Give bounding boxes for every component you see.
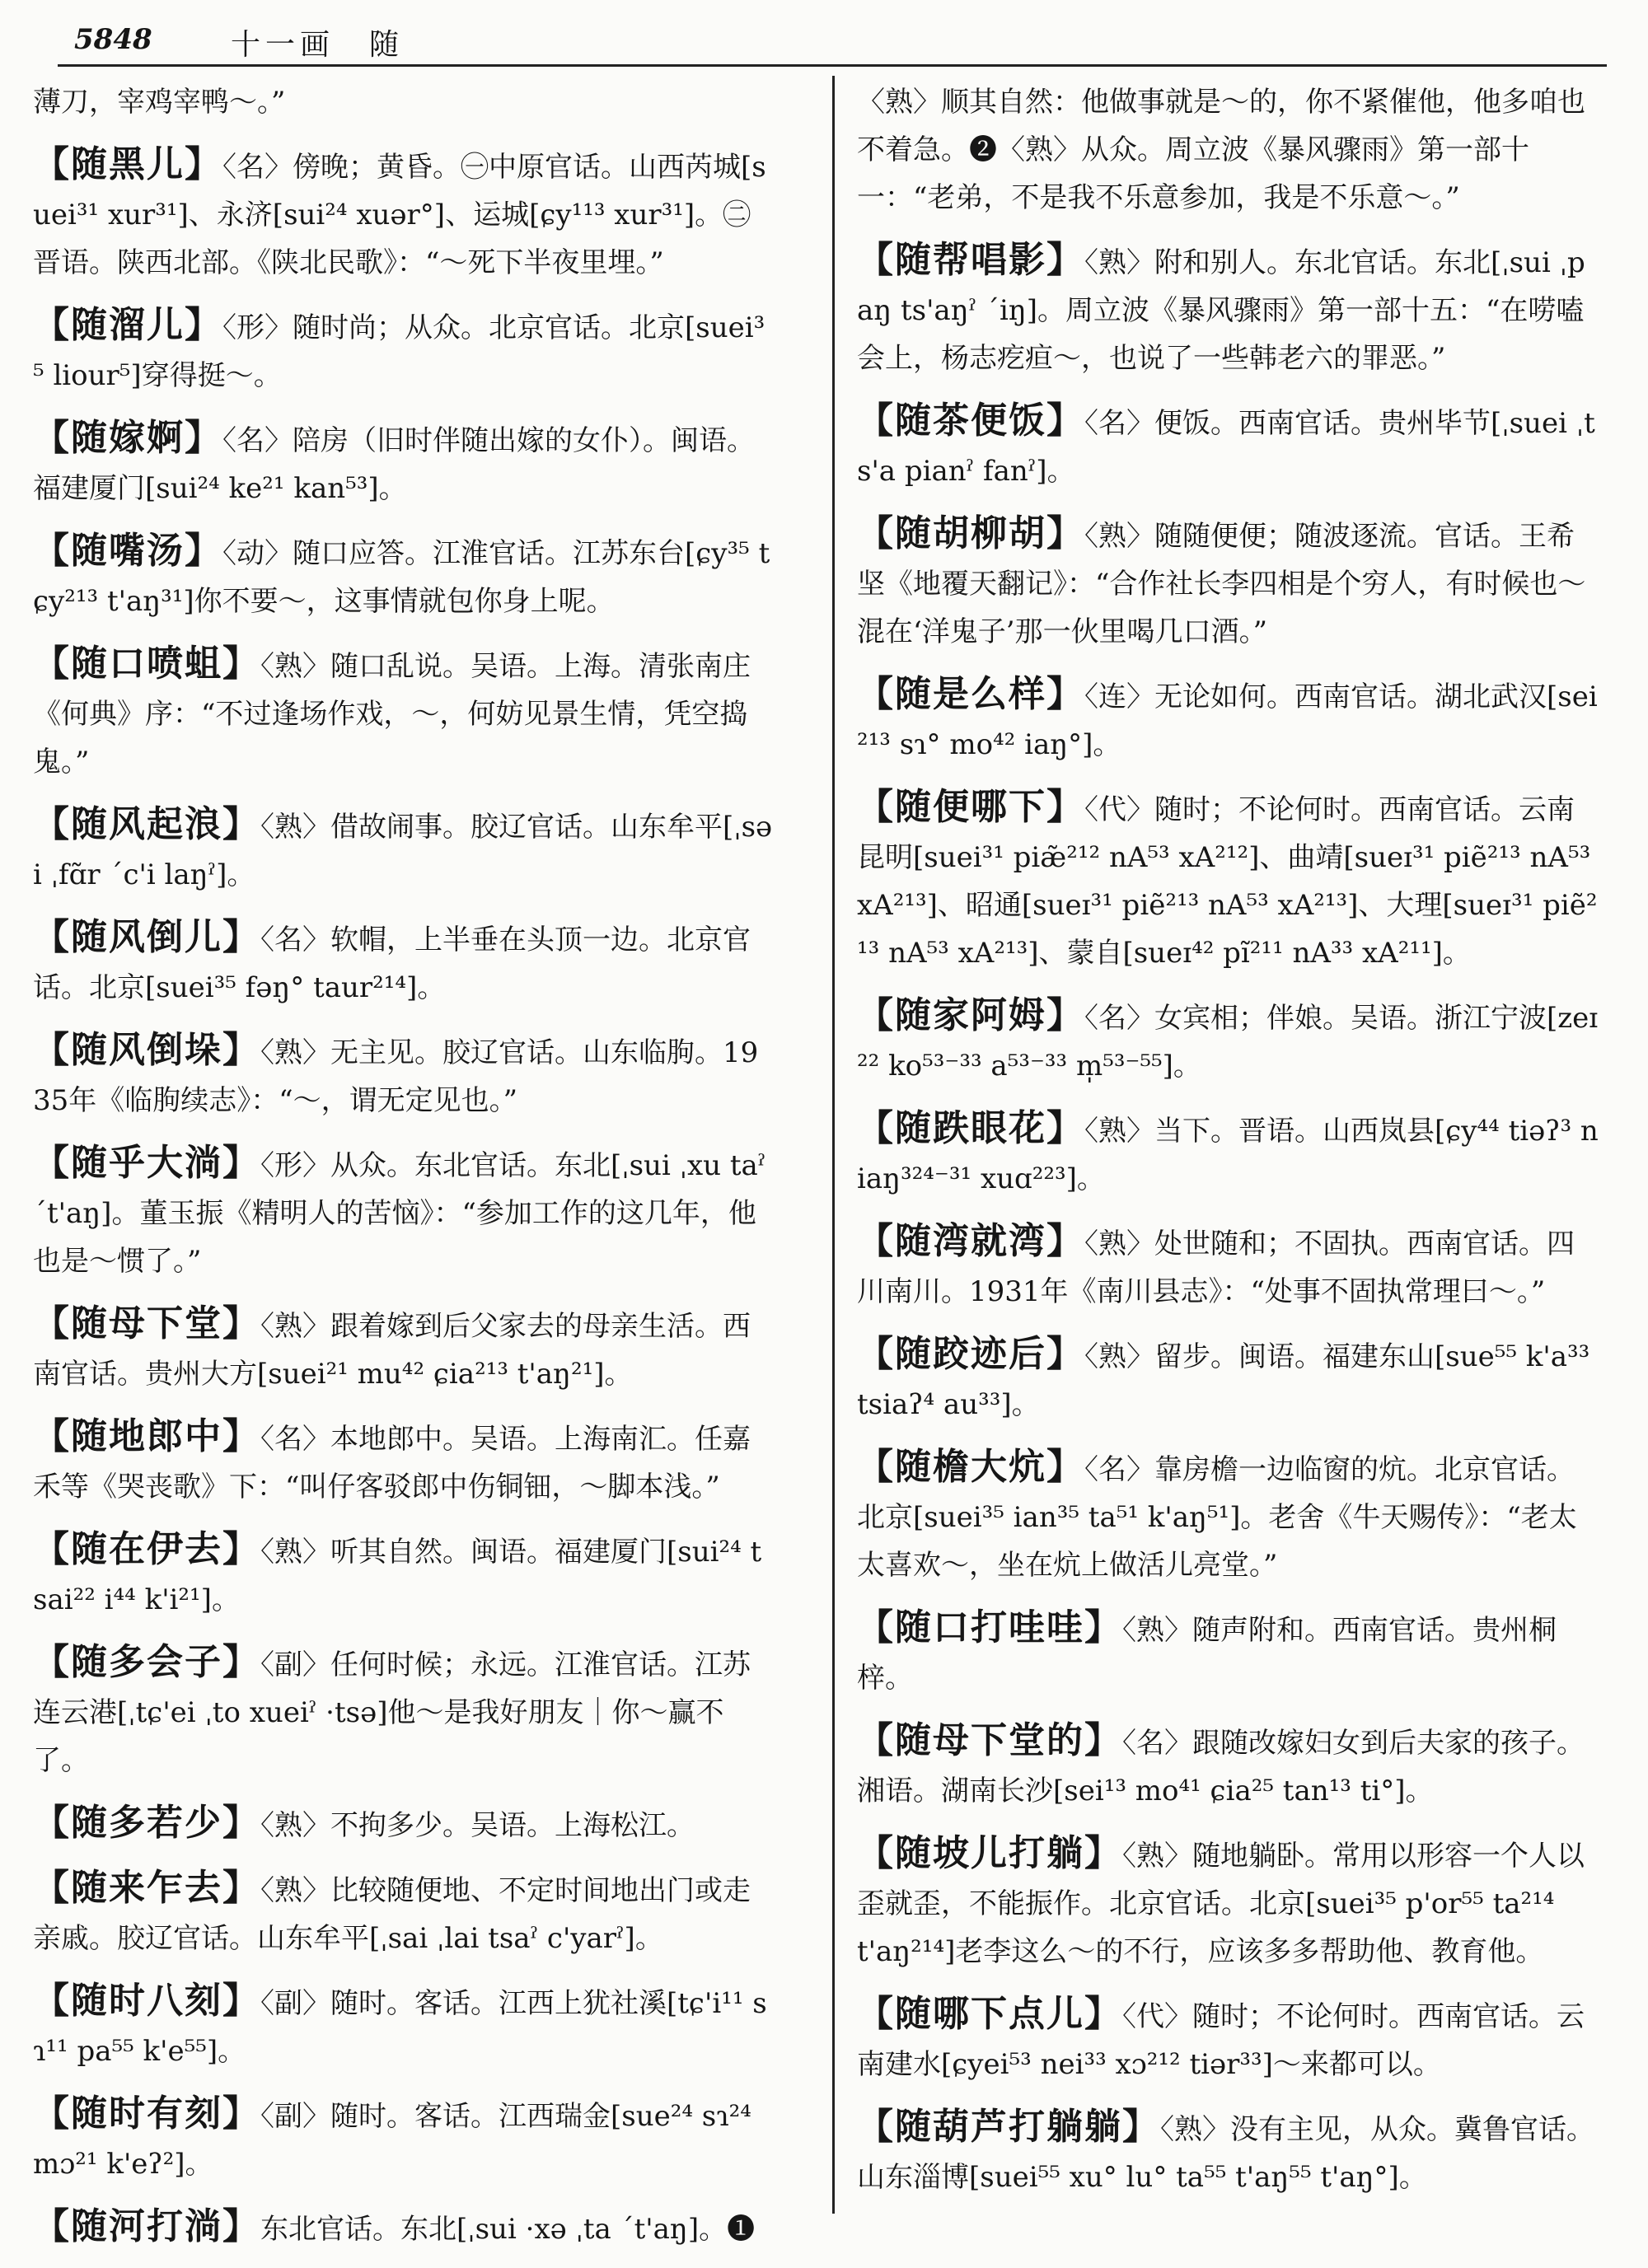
entry-headword: 【随坡儿打躺】 (857, 1832, 1122, 1874)
entry-definition: 〈熟〉随地躺卧。常用以形容一个人以歪就歪，不能振作。北京官话。北京[suei³⁵ p'or⁵⁵ ta²¹⁴ t'aŋ²¹⁴]老李这么～的不行，应该多多帮助他、教育他。 (857, 1840, 1585, 1968)
entry-headword: 【随葫芦打躺躺】 (857, 2106, 1160, 2148)
entry-headword: 【随口喷蛆】 (33, 643, 260, 685)
dictionary-entry (857, 236, 1599, 382)
page-header (58, 18, 1607, 67)
entry-headword: 【随嫁婀】 (33, 417, 222, 459)
entry-definition: 薄刀，宰鸡宰鸭～。” (33, 86, 286, 119)
entry-headword: 【随风倒儿】 (33, 916, 260, 958)
entry-definition: 〈熟〉留步。闽语。福建东山[sue⁵⁵ k'a³³ tsiaʔ⁴ au³³]。 (857, 1340, 1590, 1421)
entry-definition: 〈代〉随时；不论何时。西南官话。云南建水[ɕyei⁵³ nei³³ xɔ²¹² tiər³³]～来都可以。 (857, 2000, 1585, 2081)
entry-definition: 〈名〉傍晚；黄昏。㊀中原官话。山西芮城[suei³¹ xur³¹]、永济[sui²⁴ xuər°]、运城[ɕy¹¹³ xur³¹]。㊁晋语。陕西北部。《陕北民歌》：“～死下半夜里埋。” (33, 151, 766, 279)
entry-definition: 〈熟〉不拘多少。吴语。上海松江。 (260, 1809, 695, 1842)
entry-headword: 【随溜儿】 (33, 304, 222, 346)
entry-headword: 【随茶便饭】 (857, 400, 1084, 442)
entry-headword: 【随便哪下】 (857, 786, 1084, 828)
entry-headword: 【随檐大炕】 (857, 1446, 1084, 1488)
entry-headword: 【随来乍去】 (33, 1867, 260, 1909)
entry-definition: 〈副〉随时。客话。江西上犹社溪[tɕ'i¹¹ sɿ¹¹ pa⁵⁵ k'e⁵⁵]。 (33, 1987, 767, 2068)
entry-definition: 〈连〉无论如何。西南官话。湖北武汉[sei²¹³ sɿ° mo⁴² iaŋ°]。 (857, 680, 1598, 761)
entry-definition: 〈熟〉借故闹事。胶辽官话。山东牟平[ˌsəi ˌfɑ̃r ˊc'i laŋˀ]。 (33, 811, 773, 891)
entry-definition: 〈熟〉随随便便；随波逐流。官话。王希坚《地覆天翻记》：“合作社长李四相是个穷人，有时候也～混在‘洋鬼子’那一伙里喝几口酒。” (857, 520, 1586, 648)
entry-headword: 【随哪下点儿】 (857, 1993, 1122, 2035)
entry-headword: 【随地郎中】 (33, 1415, 260, 1457)
dictionary-entry (857, 2103, 1599, 2201)
dictionary-entry (33, 1139, 775, 1285)
dictionary-entry (33, 2203, 775, 2253)
entry-headword: 【随家阿姆】 (857, 994, 1084, 1036)
dictionary-entry (33, 302, 775, 400)
entry-headword: 【随在伊去】 (33, 1528, 260, 1570)
entry-definition: 〈形〉随时尚；从众。北京官话。北京[suei³⁵ liour⁵]穿得挺～。 (33, 311, 765, 392)
entry-headword: 【随母下堂的】 (857, 1719, 1122, 1761)
entry-definition: 〈代〉随时；不论何时。西南官话。云南昆明[suei³¹ piæ̃²¹² nA⁵³ xA²¹²]、曲靖[sueɪ³¹ piẽ²¹³ nA⁵³ xA²¹³]、昭通[sueɪ³¹ piẽ²¹³ nA⁵³ xA²¹³]、大理[sueɪ³¹ piẽ²¹³ nA⁵³ xA²¹³]、蒙自[sueɪ⁴² pĩ²¹¹ nA³³ xA²¹¹]。 (857, 793, 1598, 970)
dictionary-entry (857, 671, 1599, 769)
entry-definition: 〈熟〉附和别人。东北官话。东北[ˌsui ˌpaŋ ts'aŋˀ ˊiŋ]。周立波《暴风骤雨》第一部十五：“在唠嗑会上，杨志疙疸～，也说了一些韩老六的罪恶。” (857, 246, 1585, 375)
entry-headword: 【随黑儿】 (33, 143, 222, 185)
entry-headword: 【随风倒垛】 (33, 1029, 260, 1071)
entry-definition: 〈熟〉听其自然。闽语。福建厦门[sui²⁴ tsai²² i⁴⁴ k'i²¹]。 (33, 1536, 762, 1616)
dictionary-entry (33, 76, 775, 126)
entry-definition: 〈名〉女宾相；伴娘。吴语。浙江宁波[zeɪ²² ko⁵³⁻³³ a⁵³⁻³³ m̩⁵³⁻⁵⁵]。 (857, 1002, 1599, 1083)
dictionary-entry (33, 640, 775, 786)
dictionary-entry (857, 76, 1599, 222)
entry-definition: 〈名〉陪房（旧时伴随出嫁的女仆）。闽语。福建厦门[sui²⁴ ke²¹ kan⁵³]。 (33, 424, 755, 505)
entry-headword: 【随帮唱影】 (857, 239, 1084, 281)
entry-definition: 〈熟〉处世随和；不固执。西南官话。四川南川。1931年《南川县志》：“处事不固执常理曰～。” (857, 1228, 1575, 1308)
entry-headword: 【随风起浪】 (33, 803, 260, 845)
right-column (857, 76, 1599, 2216)
entry-headword: 【随时有刻】 (33, 2093, 260, 2135)
dictionary-entry (33, 1526, 775, 1624)
dictionary-entry (857, 1717, 1599, 1815)
entry-definition: 〈熟〉跟着嫁到后父家去的母亲生活。西南官话。贵州大方[suei²¹ mu⁴² ɕia²¹³ t'aŋ²¹]。 (33, 1310, 751, 1391)
entry-definition: 〈熟〉比较随便地、不定时间地出门或走亲戚。胶辽官话。山东牟平[ˌsai ˌlai tsaˀ c'yarˀ]。 (33, 1874, 751, 1955)
dictionary-entry (857, 397, 1599, 495)
dictionary-entry (33, 801, 775, 899)
dictionary-entry (857, 1604, 1599, 1702)
entry-headword: 【随河打淌】 (33, 2205, 260, 2247)
dictionary-entry (857, 1330, 1599, 1429)
entry-definition: 〈副〉任何时候；永远。江淮官话。江苏连云港[ˌtɕ'ei ˌto xueiˀ ·tsə]他～是我好朋友｜你～赢不了。 (33, 1648, 751, 1777)
entry-definition: 〈熟〉顺其自然：他做事就是～的，你不紧催他，他多咱也不着急。❷〈熟〉从众。周立波《暴风骤雨》第一部十一：“老弟，不是我不乐意参加，我是不乐意～。” (857, 86, 1585, 214)
entry-definition: 东北官话。东北[ˌsui ·xə ˌta ˊt'aŋ]。❶ (260, 2213, 756, 2246)
dictionary-entry (857, 1830, 1599, 1976)
dictionary-entry (857, 783, 1599, 977)
entry-definition: 〈副〉随时。客话。江西瑞金[sue²⁴ sɿ²⁴ mɔ²¹ k'eʔ²]。 (33, 2100, 751, 2181)
entry-definition: 〈熟〉随声附和。西南官话。贵州桐梓。 (857, 1614, 1557, 1695)
dictionary-entry (33, 1639, 775, 1784)
entry-definition: 〈名〉便饭。西南官话。贵州毕节[ˌsuei ˌts'a pianˀ fanˀ]。 (857, 407, 1595, 488)
entry-headword: 【随跤迹后】 (857, 1333, 1084, 1375)
left-column (33, 76, 775, 2268)
entry-definition: 〈熟〉随口乱说。吴语。上海。清张南庄《何典》序：“不过逢场作戏，～，何妨见景生情，凭空捣鬼。” (33, 650, 751, 779)
entry-definition: 〈熟〉无主见。胶辽官话。山东临朐。1935年《临朐续志》：“～，谓无定见也。” (33, 1036, 759, 1117)
dictionary-entry (33, 914, 775, 1012)
dictionary-entry (33, 1026, 775, 1125)
entry-definition: 〈动〉随口应答。江淮官话。江苏东台[ɕy³⁵ tɕy²¹³ t'aŋ³¹]你不要～，这事情就包你身上呢。 (33, 537, 770, 618)
entry-definition: 〈熟〉没有主见，从众。冀鲁官话。山东淄博[suei⁵⁵ xu° lu° ta⁵⁵ t'aŋ⁵⁵ t'aŋ°]。 (857, 2113, 1594, 2194)
entry-definition: 〈名〉跟随改嫁妇女到后夫家的孩子。湘语。湖南长沙[sei¹³ mo⁴¹ ɕia²⁵ tan¹³ ti°]。 (857, 1727, 1585, 1807)
entry-headword: 【随是么样】 (857, 673, 1084, 715)
dictionary-entry (857, 992, 1599, 1090)
entry-headword: 【随多若少】 (33, 1802, 260, 1844)
dictionary-entry (33, 2090, 775, 2188)
entry-definition: 〈名〉靠房檐一边临窗的炕。北京官话。北京[suei³⁵ ian³⁵ ta⁵¹ k'aŋ⁵¹]。老舍《牛天赐传》：“老太太喜欢～，坐在炕上做活儿亮堂。” (857, 1453, 1577, 1582)
entry-definition: 〈熟〉当下。晋语。山西岚县[ɕy⁴⁴ tiəʔ³ niaŋ³²⁴⁻³¹ xuɑ²²³]。 (857, 1115, 1599, 1195)
running-title: 十一画 随 (231, 28, 405, 62)
entry-headword: 【随多会子】 (33, 1641, 260, 1683)
dictionary-entry (33, 1864, 775, 1962)
dictionary-entry (33, 141, 775, 287)
dictionary-entry (33, 527, 775, 625)
dictionary-entry (33, 1977, 775, 2075)
dictionary-entry (857, 1990, 1599, 2088)
column-divider (832, 76, 835, 2214)
dictionary-entry (857, 1218, 1599, 1316)
page-number: 5848 (74, 23, 152, 56)
dictionary-entry (33, 1413, 775, 1511)
entry-headword: 【随乎大淌】 (33, 1142, 260, 1184)
dictionary-entry (857, 510, 1599, 656)
entry-headword: 【随跌眼花】 (857, 1107, 1084, 1149)
entry-headword: 【随母下堂】 (33, 1302, 260, 1344)
dictionary-entry (33, 1799, 775, 1849)
entry-headword: 【随湾就湾】 (857, 1220, 1084, 1262)
entry-definition: 〈名〉软帽，上半垂在头顶一边。北京官话。北京[suei³⁵ fəŋ° taur²¹⁴]。 (33, 924, 751, 1004)
entry-definition: 〈形〉从众。东北官话。东北[ˌsui ˌxu taˀ ˊt'aŋ]。董玉振《精明人的苦恼》：“参加工作的这几年，他也是～惯了。” (33, 1149, 766, 1278)
dictionary-entry (33, 414, 775, 512)
dictionary-entry (857, 1443, 1599, 1589)
dictionary-entry (33, 1300, 775, 1398)
entry-headword: 【随胡柳胡】 (857, 512, 1084, 554)
entry-headword: 【随时八刻】 (33, 1980, 260, 2022)
entry-definition: 〈名〉本地郎中。吴语。上海南汇。任嘉禾等《哭丧歌》下：“叫仔客驳郎中伤铜钿，～脚本浅。” (33, 1423, 751, 1503)
entry-headword: 【随嘴汤】 (33, 530, 222, 572)
dictionary-entry (857, 1105, 1599, 1203)
entry-headword: 【随口打哇哇】 (857, 1606, 1122, 1648)
